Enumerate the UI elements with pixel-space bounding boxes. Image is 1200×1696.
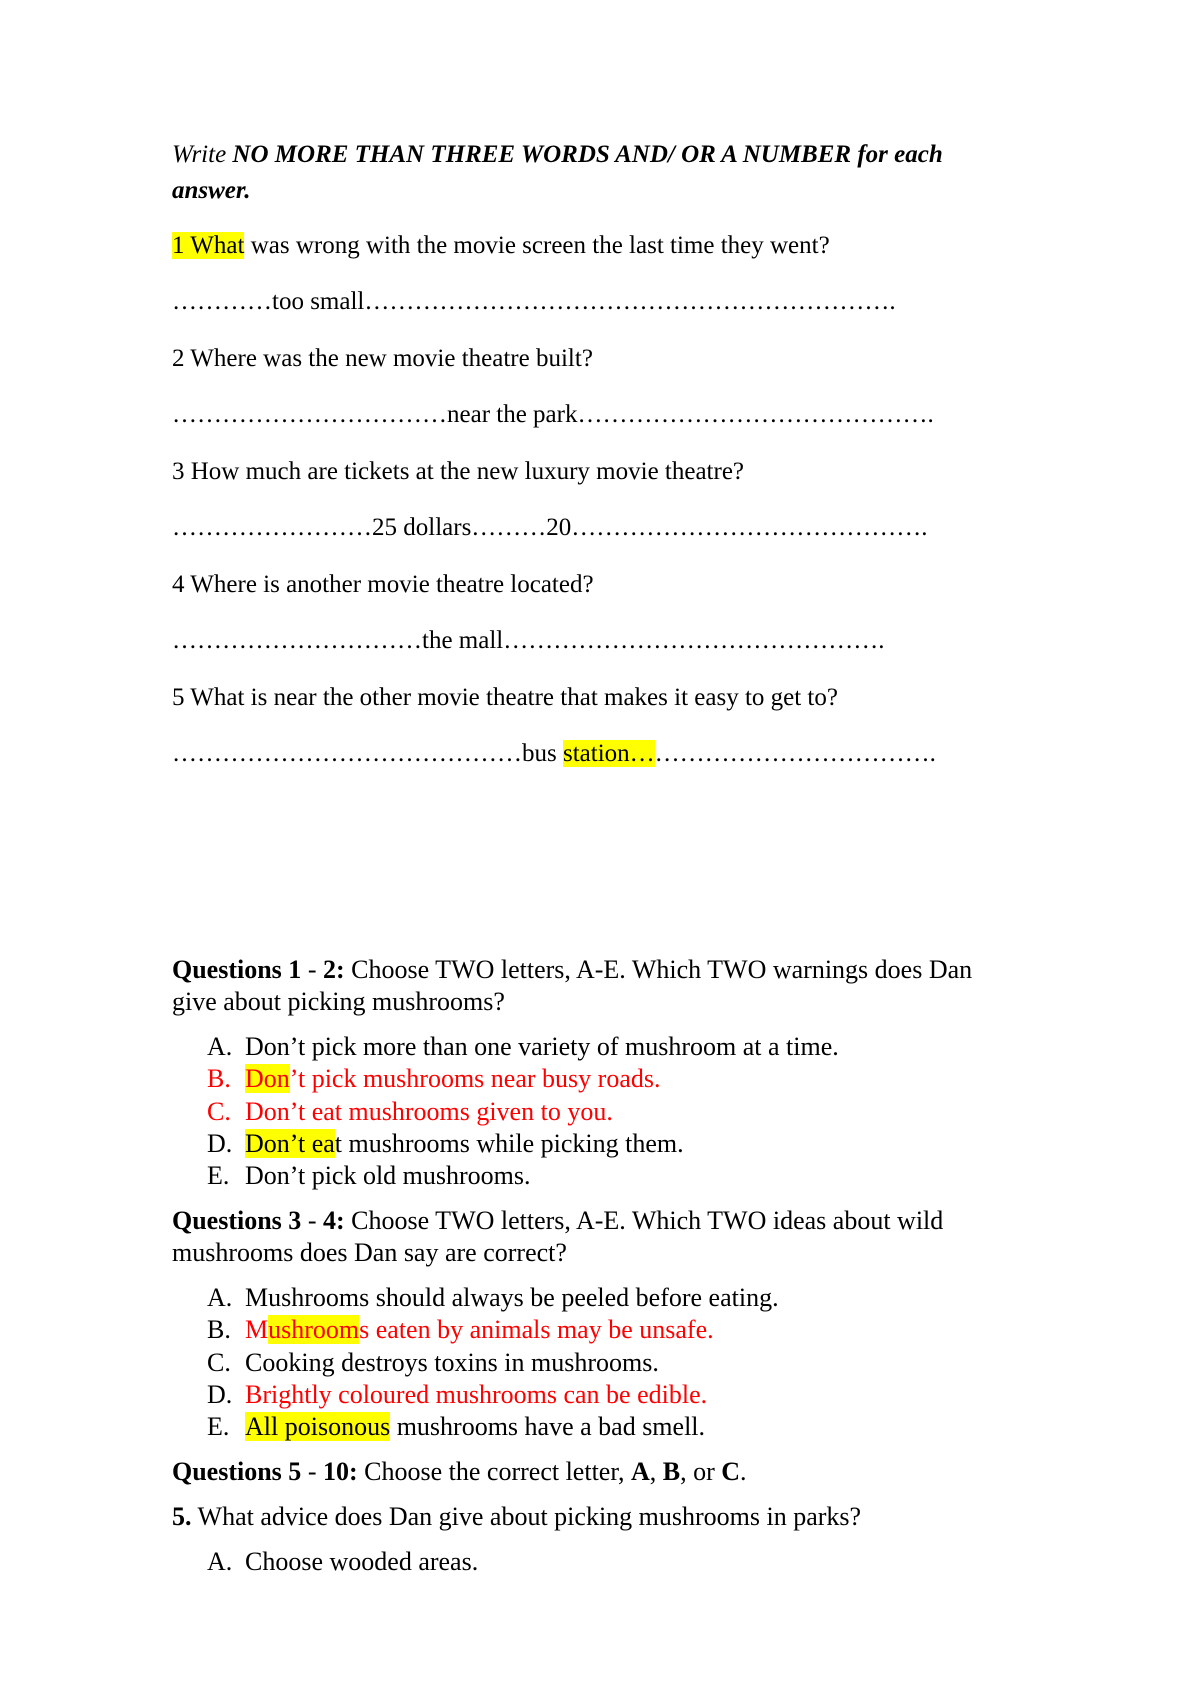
option-3-4-e [207,1412,705,1442]
questions-3-4-heading-2: mushrooms does Dan say are correct? [172,1238,567,1267]
separator: , [649,1457,663,1486]
option-text: Don’t pick old mushrooms. [245,1161,531,1190]
answer-5-highlight: station… [562,740,655,767]
option-1-2-d [207,1129,684,1159]
instruction-emphasis-2: answer. [172,177,251,204]
option-letter: B. [207,1315,231,1344]
question-2: 2 Where was the new movie theatre built? [172,345,593,372]
option-highlight: All poisonous [245,1412,391,1441]
question-1-highlight: 1 What [172,232,245,259]
option-3-4-a [207,1283,779,1313]
option-letter: D. [207,1129,233,1158]
questions-1-2-dash: - [301,955,323,984]
answer-2: ……………………………near the park……………………………………. [172,401,934,428]
questions-5-10-heading [172,1457,747,1487]
option-1-2-a [207,1032,839,1062]
option-letter: C. [207,1348,231,1377]
option-highlight: Don’t ea [245,1129,335,1158]
letter-a: A [630,1457,650,1486]
questions-1-2-label-end: 2: [322,955,345,984]
answer-5 [172,740,936,768]
questions-5-10-dash: - [301,1457,323,1486]
period: . [740,1457,747,1486]
option-1-2-b [207,1064,660,1094]
option-text: Don’t pick more than one variety of mushroom at a time. [245,1032,839,1061]
question-5-number: 5. [172,1502,192,1531]
questions-3-4-dash: - [301,1206,323,1235]
question-1 [172,232,830,260]
option-3-4-c [207,1348,659,1378]
question-5: 5 What is near the other movie theatre that makes it easy to get to? [172,684,838,711]
option-text: t mushrooms while picking them. [334,1129,684,1158]
option-text: mushrooms have a bad smell. [390,1412,706,1441]
instruction-line-2 [172,177,251,205]
questions-3-4-heading [172,1206,943,1236]
option-highlight: Don [245,1064,290,1093]
option-text: ’t pick mushrooms near busy roads. [289,1064,661,1093]
separator-or: , or [680,1457,722,1486]
instruction-line-1 [172,141,943,169]
option-letter: A. [207,1032,233,1061]
option-text: Don’t eat mushrooms given to you. [245,1097,613,1126]
answer-5-pre: ……………………………………bus [172,740,563,767]
questions-5-10-label: Questions 5 [172,1457,302,1486]
option-letter: C. [207,1097,231,1126]
question-3: 3 How much are tickets at the new luxury movie theatre? [172,458,745,485]
option-letter: E. [207,1412,230,1441]
option-text: s eaten by animals may be unsafe. [359,1315,714,1344]
option-letter: B. [207,1064,231,1093]
question-1-text: was wrong with the movie screen the last time they went? [244,232,830,259]
questions-3-4-label: Questions 3 [172,1206,302,1235]
option-letter: A. [207,1283,233,1312]
instruction-emphasis: NO MORE THAN THREE WORDS AND/ OR A NUMBER for each [232,141,943,168]
option-1-2-e [207,1161,531,1191]
option-3-4-b [207,1315,714,1345]
questions-3-4-text: Choose TWO letters, A-E. Which TWO ideas about wild [344,1206,944,1235]
option-letter: D. [207,1380,233,1409]
option-text: Choose wooded areas. [245,1547,479,1576]
answer-5-post: ……………………………. [654,740,936,767]
option-highlight: ushroom [268,1315,360,1344]
letter-c: C [721,1457,741,1486]
option-text: Cooking destroys toxins in mushrooms. [245,1348,659,1377]
instruction-lead: Write [172,141,227,168]
option-3-4-d [207,1380,707,1410]
questions-5-10-label-end: 10: [322,1457,358,1486]
answer-4: …………………………the mall………………………………………. [172,627,885,654]
questions-1-2-heading-2: give about picking mushrooms? [172,987,505,1016]
option-5-a [207,1547,478,1577]
question-5-mc [172,1502,861,1532]
answer-1: …………too small………………………………………………………. [172,288,896,315]
option-1-2-c [207,1097,613,1127]
questions-3-4-label-end: 4: [322,1206,345,1235]
question-5-text: What advice does Dan give about picking mushrooms in parks? [191,1502,862,1531]
option-letter: A. [207,1547,233,1576]
questions-1-2-heading [172,955,972,985]
option-text: Mushrooms should always be peeled before eating. [245,1283,779,1312]
letter-b: B [662,1457,681,1486]
questions-1-2-label: Questions 1 [172,955,302,984]
answer-3: ……………………25 dollars………20……………………………………. [172,514,928,541]
question-4: 4 Where is another movie theatre located? [172,571,594,598]
questions-1-2-text: Choose TWO letters, A-E. Which TWO warnings does Dan [344,955,973,984]
option-text: Brightly coloured mushrooms can be edible. [245,1380,708,1409]
option-text-pre: M [245,1315,269,1344]
questions-5-10-text: Choose the correct letter, [357,1457,631,1486]
option-letter: E. [207,1161,230,1190]
